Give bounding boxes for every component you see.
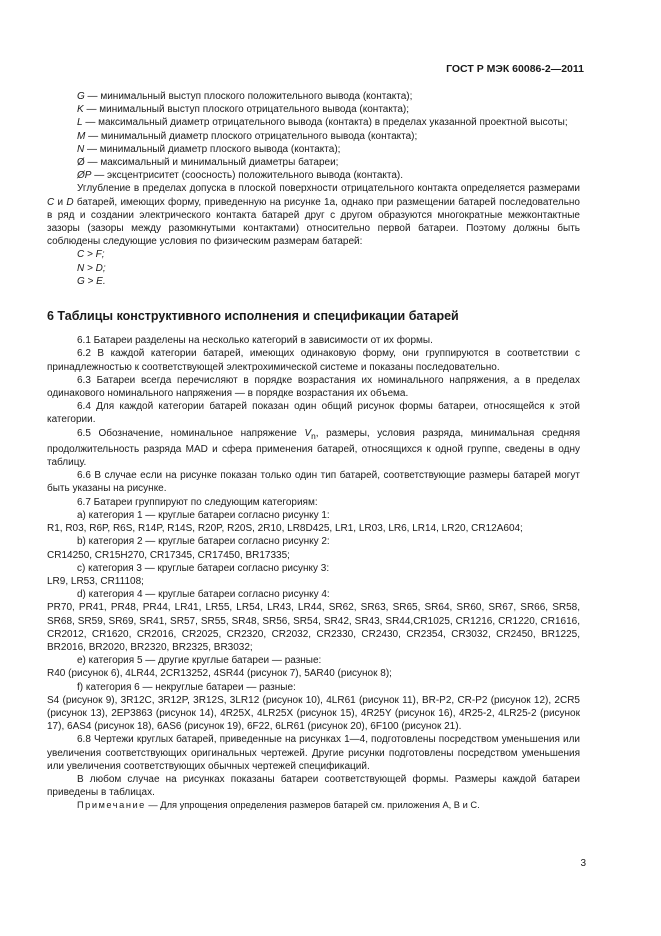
para-6-6: 6.6 В случае если на рисунке показан только один тип батарей, соответствующие размеры батарей могут быть указаны на рисунке. <box>47 470 580 495</box>
page-number: 3 <box>580 858 586 869</box>
para-6-5 <box>47 427 580 470</box>
condition-3 <box>47 275 580 288</box>
symbol-v: V <box>304 427 312 439</box>
definition: — минимальный диаметр плоского вывода (контакта); <box>84 143 341 155</box>
para-6-4: 6.4 Для каждой категории батарей показан один общий рисунок формы батареи, относящейся к этой категории. <box>47 401 580 426</box>
symbol-c: C <box>47 196 55 208</box>
condition-2 <box>47 262 580 275</box>
condition-text: N > D; <box>77 262 106 274</box>
page-body <box>47 90 580 813</box>
definition: — максимальный и минимальный диаметры батареи; <box>84 157 339 169</box>
legend-d <box>47 156 580 169</box>
definition: — эксцентриситет (соосность) положительного вывода (контакта). <box>91 170 404 182</box>
note <box>47 799 580 812</box>
category-5-heading: e) категория 5 — другие круглые батареи — разные: <box>77 655 322 667</box>
para-final: В любом случае на рисунках показаны батареи соответствующей формы. Размеры каждой батареи приведены в таблицах. <box>47 773 580 799</box>
category-4-heading: d) категория 4 — круглые батареи согласно рисунку 4: <box>77 589 330 601</box>
legend-l <box>47 116 580 129</box>
intro-text: батарей, имеющих форму, приведенную на рисунке 1а, однако при размещении батарей последовательно в ряд и создании электрического контакта батарей друг с другом образуются многократные межконтактные зазоры (зазоры между разомкнутыми контактами) относительно первой батареи. Поэтому должны быть соблюдены следующие условия по физическим размерам батарей: <box>47 196 580 248</box>
legend-m <box>47 130 580 143</box>
category-1-heading: а) категория 1 — круглые батареи согласно рисунку 1: <box>77 509 330 521</box>
legend-n <box>47 143 580 156</box>
category-3-list: LR9, LR53, CR11108; <box>47 575 144 587</box>
symbol: Ø <box>77 157 85 169</box>
definition: — минимальный диаметр плоского отрицательного вывода (контакта); <box>85 130 418 142</box>
definition: — максимальный диаметр отрицательного вывода (контакта) в пределах указанной проектной высоты; <box>82 117 568 129</box>
category-2-heading: b) категория 2 — круглые батареи согласно рисунку 2: <box>77 536 330 548</box>
category-5-list: R40 (рисунок 6), 4LR44, 2CR13252, 4SR44 (рисунок 7), 5AR40 (рисунок 8); <box>47 668 392 680</box>
legend-k <box>47 103 580 116</box>
para-6-7: 6.7 Батареи группируют по следующим категориям: <box>77 496 318 508</box>
category-2-list: CR14250, CR15H270, CR17345, CR17450, BR17335; <box>47 549 290 561</box>
condition-text: G > E. <box>77 275 106 287</box>
para-6-8: 6.8 Чертежи круглых батарей, приведенные на рисунках 1—4, подготовлены посредством уменьшения или увеличения соответствующих оригинальных чертежей. Другие рисунки подготовлены посредством уменьшения или увеличения соответствующих обычных чертежей спецификаций. <box>47 734 580 772</box>
condition-text: C > F; <box>77 249 105 261</box>
category-6-heading: f) категория 6 — некруглые батареи — разные: <box>77 681 296 693</box>
symbol: K <box>77 104 84 116</box>
standard-id: ГОСТ Р МЭК 60086-2—2011 <box>446 63 584 75</box>
category-3-heading: c) категория 3 — круглые батареи согласно рисунку 3: <box>77 562 330 574</box>
para-6-3: 6.3 Батареи всегда перечисляют в порядке возрастания их номинального напряжения, а в пределах одинакового номинального напряжения — в порядке возрастания их объема. <box>47 374 580 400</box>
symbol: L <box>77 117 83 129</box>
symbol: G <box>77 91 85 102</box>
intro-paragraph <box>47 182 580 248</box>
subscript-n: n <box>311 430 316 441</box>
intro-text: Углубление в пределах допуска в плоской поверхности отрицательного контакта определяется размерами <box>77 183 580 195</box>
legend-p <box>47 169 580 182</box>
para-text: , размеры, условия разряда, минимальная средняя продолжительность разряда MAD и сфера применения батарей, относящихся к одной группе, сведены в одну таблицу. <box>47 427 580 469</box>
category-6-list: S4 (рисунок 9), 3R12C, 3R12P, 3R12S, 3LR12 (рисунок 10), 4LR61 (рисунок 11), BR-P2, CR-P2 (рисунок 12), 2CR5 (рисунок 13), 2EP3863 (рисунок 14), 4R25X, 4LR25X (рисунок 15), 4R25Y (рисунок 16), 4R25-2, 4LR25-2 (рисунок 17), 6AS4 (рисунок 18), 6AS6 (рисунок 19), 6F22, 6LR61 (рисунок 20), 6F100 (рисунок 21). <box>47 694 580 733</box>
para-6-1: 6.1 Батареи разделены на несколько категорий в зависимости от их формы. <box>77 335 433 347</box>
category-4-list: PR70, PR41, PR48, PR44, LR41, LR55, LR54, LR43, LR44, SR62, SR63, SR65, SR64, SR60, SR67, SR66, SR58, SR68, SR59, SR69, SR41, SR57, SR55, SR48, SR56, SR54, SR42, SR43, SR44,CR1025, CR1216, CR1220, CR1616, CR2012, CR1620, CR2016, CR2025, CR2320, CR2032, CR2330, CR2430, CR2354, CR3032, CR2450, BR1225, BR2016, BR2020, BR2320, BR2325, BR3032; <box>47 602 580 653</box>
symbol: M <box>77 130 86 142</box>
note-text: — Для упрощения определения размеров батарей см. приложения А, В и С. <box>145 800 480 811</box>
symbol-d: D <box>66 196 74 208</box>
section-heading: 6 Таблицы конструктивного исполнения и спецификации батарей <box>47 309 459 324</box>
para-text: 6.5 Обозначение, номинальное напряжение <box>77 427 305 439</box>
definition: — минимальный выступ плоского отрицательного вывода (контакта); <box>83 104 409 116</box>
symbol: ØP <box>77 170 92 182</box>
category-1-list: R1, R03, R6P, R6S, R14P, R14S, R20P, R20S, 2R10, LR8D425, LR1, LR03, LR6, LR14, LR20, CR12A604; <box>47 523 523 535</box>
legend-g <box>47 90 580 103</box>
intro-text: и <box>54 196 67 208</box>
para-6-2: 6.2 В каждой категории батарей, имеющих одинаковую форму, они группируются в соответствии с принадлежностью к соответствующей электрохимической системе и показаны последовательно. <box>47 348 580 373</box>
definition: — минимальный выступ плоского положительного вывода (контакта); <box>84 91 413 102</box>
symbol: N <box>77 143 85 155</box>
note-label: Примечание <box>77 800 146 811</box>
condition-1 <box>47 248 580 261</box>
